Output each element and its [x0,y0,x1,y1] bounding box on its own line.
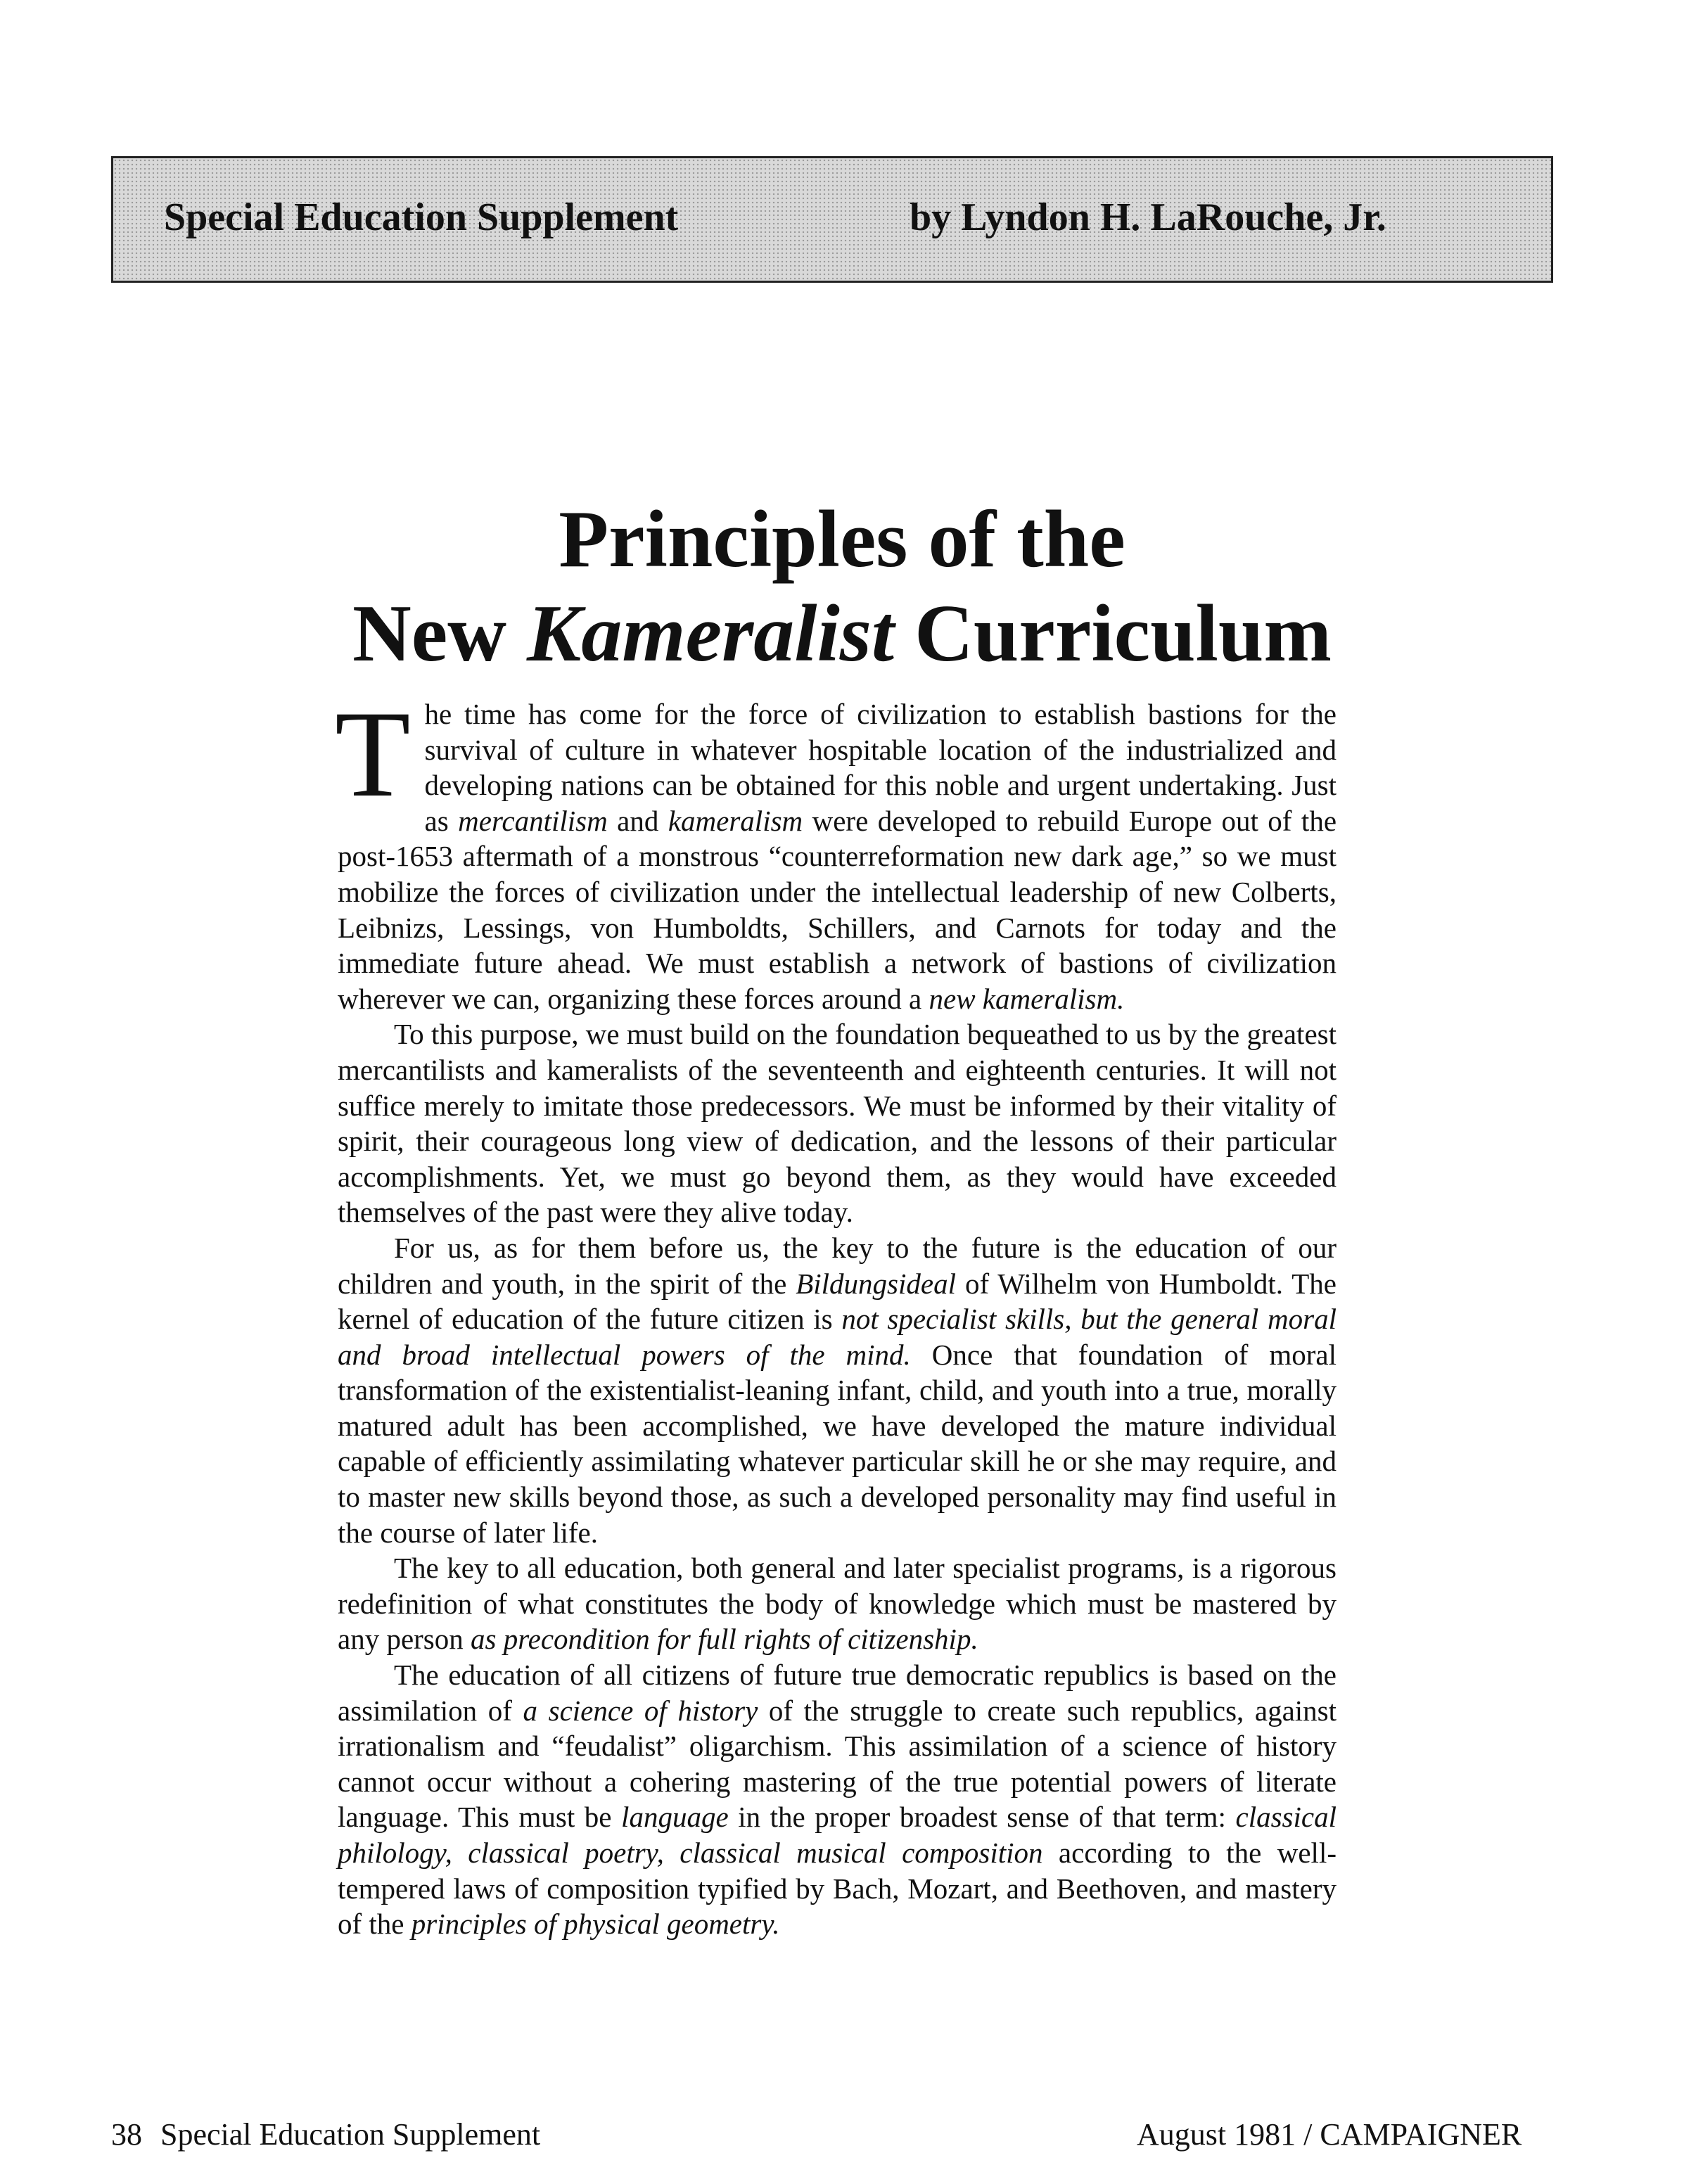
text-run: To this purpose, we must build on the foundation bequeathed to us by the greatest mercantilists and kameralists of the seventeenth and eighteenth centuries. It will not suffice merely to imitate those predecessors. We must be informed by their vitality of spirit, their courageous long view of dedication, and the lessons of their particular accomplishments. Yet, we must go beyond them, as they would have exceeded themselves of the past were they alive today. [338,1018,1337,1229]
footer-section: Special Education Supplement [160,2117,541,2152]
emphasis: classical philology, classical poetry, classical musical composition [338,1801,1337,1869]
text-run: of the struggle to create such republics, against irrationalism and “feudalist” oligarchism. This assimilation of a science of history cannot occur without a cohering mastering of the true potential powers of literate language. This must be [338,1694,1337,1834]
text-run: The key to all education, both general and later specialist programs, is a rigorous redefinition of what constitutes the body of knowledge which must be mastered by any person [338,1552,1337,1656]
title-word-new: New [352,589,528,679]
page-number: 38 [111,2117,142,2152]
emphasis: not specialist skills, but the general moral and broad intellectual powers of the mind. [338,1303,1337,1371]
title-word-curriculum: Curriculum [894,589,1332,679]
drop-cap: T [335,686,411,823]
emphasis: Bildungsideal [796,1267,956,1300]
emphasis: new kameralism. [929,982,1125,1015]
text-run: For us, as for them before us, the key to the future is the education of our children and youth, in the spirit of the [338,1231,1337,1300]
text-run: he time has come for the force of civilization to establish bastions for the survival of culture in whatever hospitable location of the industrialized and developing nations can be obtained for this noble and urgent undertaking. Just as [424,698,1337,837]
article-body [335,686,1337,1942]
text-run: of Wilhelm von Humboldt. The kernel of education of the future citizen is [338,1267,1337,1336]
paragraph-1 [335,686,1337,1016]
section-label: Special Education Supplement [164,196,679,239]
emphasis: language [621,1801,729,1834]
paragraph-2 [338,1016,1337,1230]
article-title-line-2 [0,588,1684,679]
article-title-line-1: Principles of the [559,494,1125,585]
emphasis: as precondition for full rights of citizenship. [471,1623,978,1656]
paragraph-5 [338,1657,1337,1942]
paragraph-3 [338,1230,1337,1550]
emphasis: mercantilism [458,804,608,837]
text-run: and [607,804,668,837]
text-run: The education of all citizens of future true democratic republics is based on the assimilation of [338,1659,1337,1727]
text-run: according to the well-tempered laws of composition typified by Bach, Mozart, and Beethoven, and mastery of the [338,1837,1337,1941]
page-footer-left [111,2116,540,2154]
emphasis: kameralism [668,804,803,837]
author-byline: by Lyndon H. LaRouche, Jr. [910,196,1386,239]
emphasis: principles of physical geometry. [411,1908,780,1941]
text-run: were developed to rebuild Europe out of the post-1653 aftermath of a monstrous “counterreformation new dark age,” so we must mobilize the forces of civilization under the intellectual leadership of new Colberts, Leibnizs, Lessings, von Humboldts, Schillers, and Carnots for today and the immediate future ahead. We must establish a network of bastions of civilization wherever we can, organizing these forces around a [338,804,1337,1015]
text-run: in the proper broadest sense of that term: [728,1801,1236,1834]
paragraph-4 [338,1550,1337,1657]
footer-issue: August 1981 / CAMPAIGNER [1137,2117,1522,2152]
emphasis: a science of history [523,1694,758,1727]
text-run: Once that foundation of moral transformation of the existentialist-leaning infant, child, and youth into a true, morally matured adult has been accomplished, we have developed the mature individual capable of efficiently assimilating whatever particular skill he or she may require, and to master new skills beyond those, as such a developed personality may find useful in the course of later life. [338,1338,1337,1549]
title-word-kameralist: Kameralist [527,589,895,679]
header-banner [111,156,1553,283]
